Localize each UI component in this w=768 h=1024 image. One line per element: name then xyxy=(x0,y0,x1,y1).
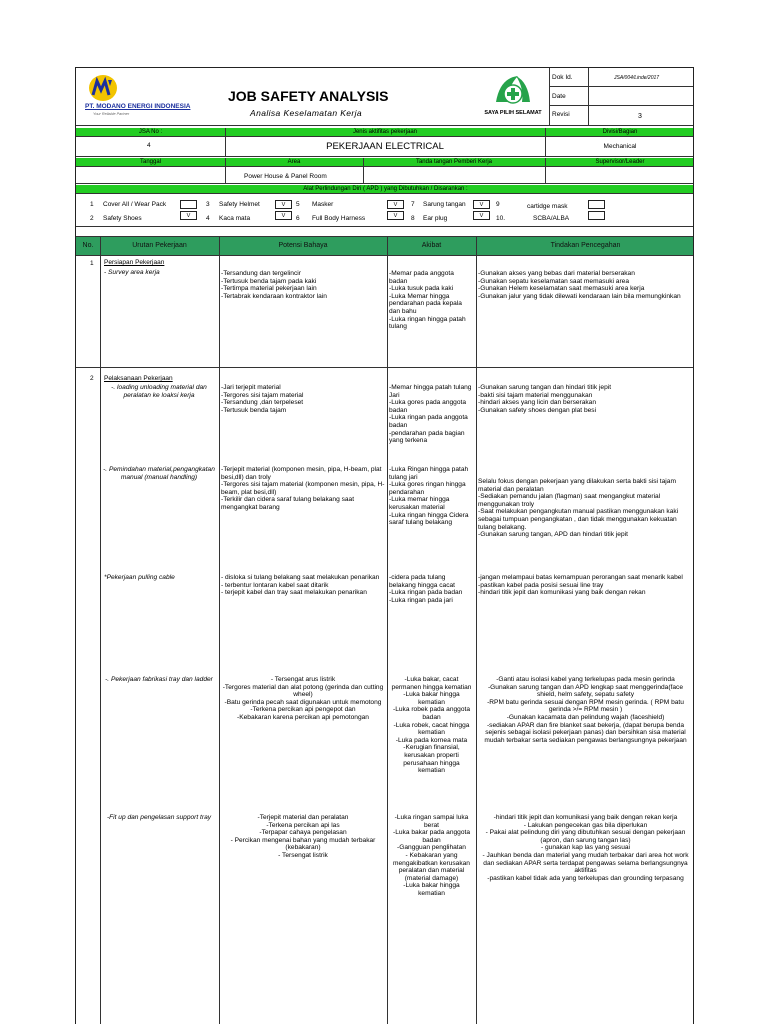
apd-no: 7 xyxy=(411,201,415,208)
section-title: Pelaksanaan Pekerjaan xyxy=(104,375,173,382)
tindakan-item: -hindari titik jepit dan komunikasi yang baik dengan rekan xyxy=(478,589,646,597)
tindakan-item: -bakti sisi tajam material menggunakan xyxy=(478,391,593,399)
potensi-cell xyxy=(221,574,385,597)
tindakan-item: -Gunakan kacamata dan pelindung wajah (faceshield) xyxy=(506,713,665,721)
potensi-cell xyxy=(221,466,385,512)
division-label: Divisi/Bagian xyxy=(602,129,638,135)
potensi-item: -Batu gerinda pecah saat digunakan untuk memotong xyxy=(224,698,382,706)
apd-checkbox[interactable]: V xyxy=(473,200,490,209)
tindakan-item: -Ganti atau isolasi kabel yang terkelupas pada mesin gerinda xyxy=(496,676,675,683)
akibat-item: -Luka Ringan hingga patah tulang jari xyxy=(389,466,469,481)
akibat-cell xyxy=(389,384,474,445)
apd-no: 3 xyxy=(206,201,210,208)
tindakan-cell xyxy=(478,384,693,414)
akibat-item: -Luka ringan pada jari xyxy=(389,596,453,604)
potensi-item: - terbentur lontaran kabel saat ditarik xyxy=(221,581,329,589)
potensi-item: -Tergores sisi tajam material xyxy=(221,391,304,399)
col-header-akibat: Akibat xyxy=(421,242,442,249)
apd-no: 2 xyxy=(90,215,94,222)
tindakan-cell xyxy=(478,814,693,882)
company-tagline: Your Reliable Partner xyxy=(93,112,130,116)
potensi-item: -Terjepit material (komponen mesin, pipa, H-beam, plat besi,dll) dan troly xyxy=(221,466,382,481)
section-no: 1 xyxy=(90,260,94,267)
akibat-item: -Luka memar hingga kerusakan material xyxy=(389,496,450,511)
tindakan-item: Selalu fokus dengan pekerjaan yang dilakukan serta bakti sisi tajam material dan peralatan xyxy=(478,478,676,493)
apd-name: SCBA/ALBA xyxy=(533,215,570,222)
apd-checkbox[interactable] xyxy=(588,200,605,209)
page-title: JOB SAFETY ANALYSIS xyxy=(228,88,389,104)
tindakan-item: -hindari akses yang licin dan berserakan xyxy=(478,399,597,407)
akibat-item: -Luka Memar hingga pendarahan pada kepala dan bahu xyxy=(389,292,462,315)
area-value: Power House & Panel Room xyxy=(244,173,327,180)
akibat-item: -Luka ringan pada anggota badan xyxy=(389,414,468,429)
tindakan-item: - Lakukan pengecekan gas bila diperlukan xyxy=(523,821,648,829)
apd-no: 9 xyxy=(496,201,500,208)
division-value: Mechanical xyxy=(603,143,637,150)
section-title: Persiapan Pekerjaan xyxy=(104,259,165,266)
akibat-item: -Memar hingga patah tulang Jari xyxy=(389,384,472,399)
table-row xyxy=(104,269,216,277)
supervisor-label: Supervisor/Leader xyxy=(595,159,645,165)
tindakan-item: -jangan melampaui batas kemampuan perorangan saat menarik kabel xyxy=(478,574,683,581)
apd-checkbox[interactable]: V xyxy=(387,200,404,209)
revisi-value: 3 xyxy=(638,113,642,120)
potensi-cell xyxy=(221,384,385,414)
step-urutan: -. Pekerjaan fabrikasi tray dan ladder xyxy=(105,676,213,683)
potensi-item: -Jari terjepit material xyxy=(221,384,281,391)
potensi-item: -Tertabrak kendaraan kontraktor lain xyxy=(221,292,327,300)
table-row xyxy=(102,814,216,822)
tindakan-item: -pastikan kabel tidak ada yang terkelupas dan grounding terpasang xyxy=(487,874,684,882)
tindakan-item: -hindari titik jepit dan komunikasi yang baik dengan rekan kerja xyxy=(493,814,678,821)
tindakan-item: -RPM batu gerinda sesuai dengan RPM mesin gerinda. ( RPM batu gerinda >/= RPM mesin ) xyxy=(487,698,684,714)
tindakan-item: -Gunakan sepatu keselamatan saat memasuki area xyxy=(478,277,630,285)
tindakan-item: -Gunakan Helem keselamatan saat memasuki area kerja xyxy=(478,285,645,293)
apd-no: 6 xyxy=(296,215,300,222)
akibat-item: -Luka bakar hingga kematian xyxy=(403,691,460,706)
apd-name: Full Body Harness xyxy=(312,215,366,222)
col-header-tindakan: Tindakan Pencegahan xyxy=(550,242,621,249)
akibat-item: -Luka ringan hingga Cidera saraf tulang belakang xyxy=(389,511,469,527)
akibat-item: -Memar pada anggota badan xyxy=(389,270,454,285)
apd-name: Ear plug xyxy=(423,215,448,222)
akibat-item: -Luka pada kornea mata xyxy=(395,736,468,744)
tindakan-item: - Jauhkan benda dan material yang mudah terbakar dari area hot work dan sediakan APAR serta terdapat pengawas selama berlangsungnya aktifitas xyxy=(482,851,689,875)
potensi-item: -Tersandung ,dan terpeleset xyxy=(221,399,304,407)
tindakan-cell xyxy=(478,676,693,744)
apd-no: 1 xyxy=(90,201,94,208)
potensi-cell xyxy=(221,676,385,722)
table-row xyxy=(102,384,216,399)
jsa-no-label: JSA No : xyxy=(138,129,163,135)
akibat-item: -Luka bakar pada anggota badan xyxy=(393,829,470,844)
akibat-item: -Luka bakar hingga kematian xyxy=(403,882,460,897)
tindakan-item: -Gunakan jalur yang tidak dilewati kendaraan lain bila memungkinkan xyxy=(478,292,681,300)
job-type-value: PEKERJAAN ELECTRICAL xyxy=(326,141,444,152)
table-row xyxy=(102,466,216,481)
jsa-no-value: 4 xyxy=(147,142,151,149)
company-logo-mark xyxy=(88,74,118,102)
ttd-label: Tanda tangan Pemberi Kerja xyxy=(415,159,493,165)
potensi-item: -Kebakaran karena percikan api pemotongan xyxy=(237,713,369,721)
apd-no: 10. xyxy=(496,215,506,222)
revisi-label: Revisi xyxy=(552,111,570,118)
apd-name: cartidge mask xyxy=(527,203,568,210)
tindakan-item: -Gunakan safety shoes dengan plat besi xyxy=(478,406,597,414)
step-urutan: -. Pemindahan material,pengangkatan manual (manual handling) xyxy=(103,466,215,481)
akibat-item: -pendarahan pada bagian yang terkena xyxy=(389,429,465,445)
akibat-item: - Kebakaran yang mengakibatkan kerusakan peralatan dan material (material damage) xyxy=(393,851,470,882)
akibat-item: -Luka tusuk pada kaki xyxy=(389,285,454,293)
apd-name: Safety Helmet xyxy=(219,201,260,208)
jsa-sheet xyxy=(75,67,694,1024)
tindakan-item: -Sediakan pemandu jalan (flagman) saat mengangkut material menggunakan troly xyxy=(478,493,661,508)
potensi-item: -Tertimpa material pekerjaan lain xyxy=(221,285,317,293)
step-urutan: - Survey area kerja xyxy=(104,269,160,276)
apd-checkbox[interactable] xyxy=(180,200,197,209)
tindakan-item: - Pakai alat pelindung diri yang dibutuhkan sesuai dengan pekerjaan (apron, dan sarung tangan las) xyxy=(485,829,686,844)
potensi-item: - Percikan mengenai bahan yang mudah terbakar (kebakaran) xyxy=(230,836,376,852)
tindakan-item: - gunakan kap las yang sesuai xyxy=(540,844,631,852)
tindakan-item: -pastikan kabel pada posisi sesuai line tray xyxy=(478,581,604,589)
tindakan-item: -Saat melakukan pengangkutan manual pastikan menggunakan kaki sebagai tumpuan pengangkatan , dan tidak menggunakan kekuatan tulang belakang. xyxy=(478,508,679,531)
tindakan-item: -Gunakan sarung tangan dan hindari titik jepit xyxy=(478,384,612,391)
apd-checkbox[interactable]: V xyxy=(387,211,404,220)
apd-no: 8 xyxy=(411,215,415,222)
akibat-item: -Luka gores pada anggota badan xyxy=(389,399,466,414)
page-subtitle: Analisa Keselamatan Kerja xyxy=(250,108,363,118)
tindakan-cell xyxy=(478,574,693,597)
akibat-item: -Luka ringan pada badan xyxy=(389,589,463,597)
apd-checkbox[interactable]: V xyxy=(473,211,490,220)
apd-name: Cover All / Wear Pack xyxy=(103,201,167,208)
potensi-item: -Terkena percikan api las xyxy=(266,821,340,829)
potensi-cell xyxy=(221,814,385,860)
apd-title: Alat Perlindungan Diri ( APD ) yang Dibutuhkan / Disarankan : xyxy=(303,186,468,192)
dok-id-value: JSA/004/Linde/2017 xyxy=(614,75,660,81)
step-urutan: -. loading unloading material dan peralatan ke loaksi kerja xyxy=(111,384,207,399)
safety-badge-text: SAYA PILIH SELAMAT xyxy=(484,110,542,116)
potensi-item: -Tersandung dan tergelincir xyxy=(221,270,301,277)
potensi-item: -Tertusuk benda tajam pada kaki xyxy=(221,277,317,285)
akibat-item: -Kerugian finansial, kerusakan properti perusahaan hingga kematian xyxy=(403,744,460,775)
apd-name: Masker xyxy=(312,201,334,208)
tindakan-item: -Gunakan sarung tangan dan APD lengkap saat menggerinda(face shield, helm safety, sepatu safety xyxy=(487,683,683,699)
company-logo xyxy=(88,74,118,102)
akibat-cell xyxy=(389,270,474,331)
step-urutan: -Fit up dan pengelasan support tray xyxy=(106,814,212,821)
company-name: PT. MODANO ENERGI INDONESIA xyxy=(85,103,191,110)
job-type-label: Jenis aktifitas pekerjaan xyxy=(352,129,418,135)
date-label: Date xyxy=(552,93,566,100)
col-header-urutan: Urutan Pekerjaan xyxy=(132,242,187,249)
akibat-item: -Luka robek, cacat hingga kematian xyxy=(393,721,470,737)
akibat-item: -Luka ringan hingga patah tulang xyxy=(389,315,466,331)
col-header-no: No. xyxy=(82,242,94,249)
potensi-item: -Tergores sisi tajam material (komponen mesin, pipa, H-beam, plat besi,dll) xyxy=(221,481,385,496)
akibat-item: -Luka robek pada anggota badan xyxy=(393,706,470,721)
table-row xyxy=(104,574,216,582)
col-header-potensi: Potensi Bahaya xyxy=(278,242,328,249)
potensi-item: - disloka si tulang belakang saat melakukan penarikan xyxy=(221,574,380,581)
potensi-item: - terjepit kabel dan tray saat melakukan penarikan xyxy=(221,589,367,597)
akibat-cell xyxy=(389,574,474,604)
area-label: Area xyxy=(287,159,301,165)
tindakan-cell xyxy=(478,478,693,539)
tindakan-item: -Gunakan sarung tangan, APD dan hindari titik jepit xyxy=(478,531,628,539)
apd-checkbox[interactable] xyxy=(588,211,605,220)
tindakan-item: -sediakan APAR dan fire blanket saat bekerja, (dapat berupa benda sejenis sebagai isolasi pekerjaan panas) dan bersihkan sisa material mudah terbakar serta sediakan pengawas berlangsungnya pekerjaan xyxy=(484,721,687,744)
apd-checkbox[interactable]: V xyxy=(275,200,292,209)
potensi-cell xyxy=(221,270,385,300)
section-no: 2 xyxy=(90,375,94,382)
akibat-item: -Luka ringan sampai luka berat xyxy=(394,814,469,829)
akibat-cell xyxy=(389,466,474,527)
akibat-cell xyxy=(389,814,474,898)
apd-no: 4 xyxy=(206,215,210,222)
dok-id-label: Dok Id. xyxy=(552,74,573,81)
akibat-item: -Luka bakar, cacat permanen hingga kematian xyxy=(391,676,472,691)
potensi-item: -Terkena percikan api pengepot dan xyxy=(250,706,356,714)
tanggal-label: Tanggal xyxy=(139,159,162,165)
step-urutan: *Pekerjaan pulling cable xyxy=(104,574,175,581)
apd-name: Kaca mata xyxy=(219,215,251,222)
potensi-item: - Tersengat listrik xyxy=(278,851,328,859)
safety-cross-icon xyxy=(478,72,548,112)
apd-checkbox[interactable]: V xyxy=(180,211,197,220)
apd-no: 5 xyxy=(296,201,300,208)
potensi-item: -Terjepit material dan peralatan xyxy=(257,814,349,821)
akibat-item: -Luka gores ringan hingga pendarahan xyxy=(389,481,466,496)
apd-name: Safety Shoes xyxy=(103,215,142,222)
potensi-item: -Tertusuk benda tajam xyxy=(221,406,287,414)
tindakan-cell xyxy=(478,270,693,300)
potensi-item: - Tersengat arus listrik xyxy=(270,676,336,683)
apd-checkbox[interactable]: V xyxy=(275,211,292,220)
potensi-item: -Terkilir dan cidera saraf tulang belakang saat mengangkat barang xyxy=(221,496,355,511)
akibat-item: -Gangguan penglihatan xyxy=(397,844,466,852)
potensi-item: -Tergores material dan alat potong (gerinda dan cutting wheel) xyxy=(222,683,384,699)
akibat-cell xyxy=(389,676,474,775)
akibat-item: -cidera pada tulang belakang hingga cacat xyxy=(389,574,455,589)
apd-name: Sarung tangan xyxy=(423,201,466,208)
potensi-item: -Terpapar cahaya pengelasan xyxy=(259,829,347,837)
table-row xyxy=(102,676,216,684)
tindakan-item: -Gunakan akses yang bebas dari material berserakan xyxy=(478,270,635,277)
